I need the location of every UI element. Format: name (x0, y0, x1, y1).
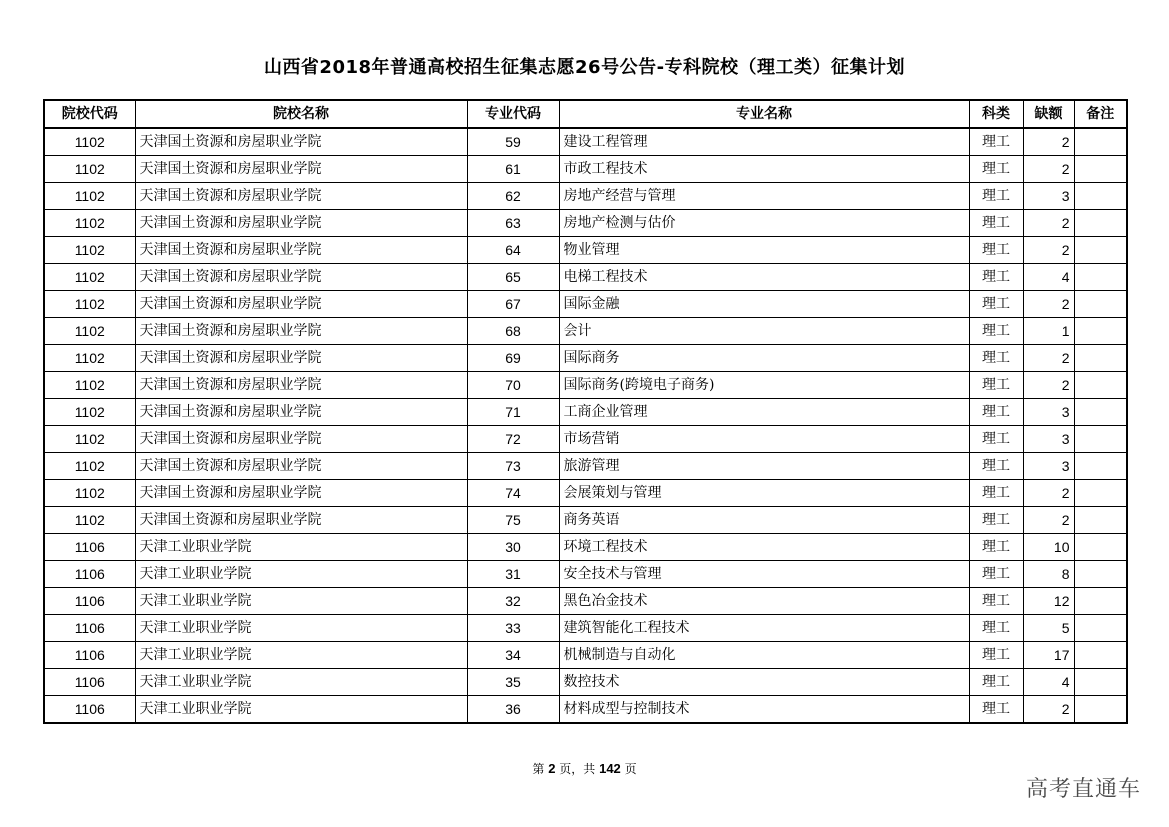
cell-note (1074, 642, 1127, 669)
cell-note (1074, 426, 1127, 453)
cell-note (1074, 480, 1127, 507)
cell-school-code: 1102 (44, 318, 135, 345)
cell-school-name: 天津国土资源和房屋职业学院 (135, 237, 467, 264)
cell-school-code: 1102 (44, 399, 135, 426)
cell-school-name: 天津国土资源和房屋职业学院 (135, 183, 467, 210)
cell-major-code: 30 (467, 534, 559, 561)
cell-major-name: 旅游管理 (559, 453, 969, 480)
cell-major-code: 36 (467, 696, 559, 724)
table-row (44, 480, 1127, 507)
cell-category: 理工 (969, 399, 1023, 426)
cell-vacancy: 2 (1023, 507, 1074, 534)
cell-vacancy: 10 (1023, 534, 1074, 561)
cell-major-code: 71 (467, 399, 559, 426)
cell-major-name: 国际金融 (559, 291, 969, 318)
cell-school-code: 1102 (44, 210, 135, 237)
cell-major-name: 物业管理 (559, 237, 969, 264)
cell-category: 理工 (969, 210, 1023, 237)
cell-school-code: 1106 (44, 642, 135, 669)
cell-school-name: 天津国土资源和房屋职业学院 (135, 480, 467, 507)
cell-major-code: 70 (467, 372, 559, 399)
cell-school-name: 天津国土资源和房屋职业学院 (135, 210, 467, 237)
cell-category: 理工 (969, 534, 1023, 561)
cell-major-code: 69 (467, 345, 559, 372)
cell-school-code: 1102 (44, 480, 135, 507)
table-row (44, 507, 1127, 534)
cell-major-name: 国际商务 (559, 345, 969, 372)
cell-school-code: 1102 (44, 156, 135, 183)
cell-major-code: 75 (467, 507, 559, 534)
table-row (44, 534, 1127, 561)
cell-note (1074, 453, 1127, 480)
cell-category: 理工 (969, 372, 1023, 399)
cell-school-name: 天津国土资源和房屋职业学院 (135, 156, 467, 183)
cell-category: 理工 (969, 615, 1023, 642)
cell-major-code: 63 (467, 210, 559, 237)
table-row (44, 183, 1127, 210)
cell-major-name: 建筑智能化工程技术 (559, 615, 969, 642)
cell-school-code: 1106 (44, 669, 135, 696)
cell-category: 理工 (969, 588, 1023, 615)
cell-major-name: 房地产经营与管理 (559, 183, 969, 210)
cell-school-code: 1102 (44, 237, 135, 264)
header-major-name: 专业名称 (559, 100, 969, 128)
cell-note (1074, 156, 1127, 183)
header-school-code: 院校代码 (44, 100, 135, 128)
cell-note (1074, 318, 1127, 345)
cell-note (1074, 561, 1127, 588)
cell-school-name: 天津国土资源和房屋职业学院 (135, 291, 467, 318)
table-row (44, 588, 1127, 615)
cell-note (1074, 183, 1127, 210)
cell-school-name: 天津工业职业学院 (135, 642, 467, 669)
cell-note (1074, 128, 1127, 156)
cell-major-code: 61 (467, 156, 559, 183)
table-row (44, 156, 1127, 183)
table-row (44, 669, 1127, 696)
cell-vacancy: 2 (1023, 480, 1074, 507)
cell-school-code: 1106 (44, 696, 135, 724)
cell-vacancy: 3 (1023, 426, 1074, 453)
cell-school-name: 天津国土资源和房屋职业学院 (135, 128, 467, 156)
cell-school-code: 1102 (44, 426, 135, 453)
footer-prefix: 第 (532, 762, 545, 776)
cell-note (1074, 507, 1127, 534)
table-row (44, 615, 1127, 642)
cell-school-name: 天津国土资源和房屋职业学院 (135, 372, 467, 399)
watermark: 高考直通车 (1025, 777, 1141, 802)
cell-note (1074, 669, 1127, 696)
table-row (44, 128, 1127, 156)
cell-major-code: 67 (467, 291, 559, 318)
cell-major-name: 环境工程技术 (559, 534, 969, 561)
cell-school-name: 天津国土资源和房屋职业学院 (135, 507, 467, 534)
cell-major-code: 34 (467, 642, 559, 669)
table-row (44, 696, 1127, 724)
cell-category: 理工 (969, 561, 1023, 588)
table-row (44, 399, 1127, 426)
cell-major-code: 65 (467, 264, 559, 291)
cell-vacancy: 12 (1023, 588, 1074, 615)
cell-major-code: 62 (467, 183, 559, 210)
cell-vacancy: 1 (1023, 318, 1074, 345)
table-row (44, 210, 1127, 237)
table-row (44, 426, 1127, 453)
table-body (44, 128, 1127, 723)
cell-school-code: 1106 (44, 534, 135, 561)
cell-school-code: 1102 (44, 128, 135, 156)
header-school-name: 院校名称 (135, 100, 467, 128)
cell-note (1074, 237, 1127, 264)
table-row (44, 318, 1127, 345)
footer-suffix: 页 (624, 762, 637, 776)
cell-category: 理工 (969, 237, 1023, 264)
cell-major-name: 会计 (559, 318, 969, 345)
cell-major-code: 35 (467, 669, 559, 696)
table-row (44, 237, 1127, 264)
cell-category: 理工 (969, 183, 1023, 210)
header-vacancy: 缺额 (1023, 100, 1074, 128)
cell-major-name: 会展策划与管理 (559, 480, 969, 507)
cell-category: 理工 (969, 345, 1023, 372)
cell-category: 理工 (969, 128, 1023, 156)
cell-major-name: 房地产检测与估价 (559, 210, 969, 237)
cell-note (1074, 210, 1127, 237)
document-title: 山西省2018年普通高校招生征集志愿26号公告-专科院校（理工类）征集计划 (263, 57, 906, 78)
cell-category: 理工 (969, 453, 1023, 480)
page-footer (0, 760, 1169, 777)
cell-category: 理工 (969, 642, 1023, 669)
cell-school-code: 1102 (44, 291, 135, 318)
cell-major-name: 市场营销 (559, 426, 969, 453)
cell-major-name: 材料成型与控制技术 (559, 696, 969, 724)
cell-major-code: 32 (467, 588, 559, 615)
footer-total-pages: 142 (599, 761, 621, 776)
cell-school-name: 天津工业职业学院 (135, 561, 467, 588)
cell-school-name: 天津国土资源和房屋职业学院 (135, 426, 467, 453)
cell-category: 理工 (969, 507, 1023, 534)
enrollment-plan-table (43, 99, 1128, 724)
cell-vacancy: 2 (1023, 128, 1074, 156)
cell-major-name: 商务英语 (559, 507, 969, 534)
cell-note (1074, 291, 1127, 318)
cell-major-code: 64 (467, 237, 559, 264)
footer-page-number: 2 (548, 761, 556, 776)
cell-major-name: 机械制造与自动化 (559, 642, 969, 669)
cell-note (1074, 264, 1127, 291)
table-row (44, 642, 1127, 669)
table-row (44, 372, 1127, 399)
cell-category: 理工 (969, 156, 1023, 183)
cell-vacancy: 3 (1023, 453, 1074, 480)
table-row (44, 345, 1127, 372)
cell-major-code: 68 (467, 318, 559, 345)
cell-major-code: 31 (467, 561, 559, 588)
cell-note (1074, 399, 1127, 426)
footer-middle: 页，共 (559, 762, 596, 776)
cell-vacancy: 2 (1023, 237, 1074, 264)
cell-category: 理工 (969, 318, 1023, 345)
cell-major-name: 建设工程管理 (559, 128, 969, 156)
cell-note (1074, 345, 1127, 372)
cell-major-code: 33 (467, 615, 559, 642)
cell-note (1074, 696, 1127, 724)
cell-major-name: 工商企业管理 (559, 399, 969, 426)
cell-category: 理工 (969, 291, 1023, 318)
cell-major-name: 黑色冶金技术 (559, 588, 969, 615)
cell-category: 理工 (969, 696, 1023, 724)
header-major-code: 专业代码 (467, 100, 559, 128)
cell-school-code: 1102 (44, 183, 135, 210)
table-row (44, 453, 1127, 480)
cell-major-name: 电梯工程技术 (559, 264, 969, 291)
table-row (44, 291, 1127, 318)
cell-category: 理工 (969, 669, 1023, 696)
cell-school-code: 1102 (44, 345, 135, 372)
header-note: 备注 (1074, 100, 1127, 128)
cell-note (1074, 534, 1127, 561)
cell-vacancy: 2 (1023, 210, 1074, 237)
cell-vacancy: 3 (1023, 183, 1074, 210)
cell-category: 理工 (969, 480, 1023, 507)
cell-vacancy: 5 (1023, 615, 1074, 642)
cell-category: 理工 (969, 426, 1023, 453)
table-row (44, 561, 1127, 588)
cell-school-name: 天津工业职业学院 (135, 588, 467, 615)
cell-vacancy: 2 (1023, 156, 1074, 183)
cell-vacancy: 8 (1023, 561, 1074, 588)
cell-note (1074, 588, 1127, 615)
cell-school-name: 天津工业职业学院 (135, 534, 467, 561)
cell-school-name: 天津国土资源和房屋职业学院 (135, 399, 467, 426)
cell-major-name: 市政工程技术 (559, 156, 969, 183)
cell-school-name: 天津工业职业学院 (135, 669, 467, 696)
cell-category: 理工 (969, 264, 1023, 291)
cell-school-code: 1106 (44, 561, 135, 588)
cell-vacancy: 2 (1023, 372, 1074, 399)
cell-school-code: 1106 (44, 588, 135, 615)
cell-school-code: 1106 (44, 615, 135, 642)
cell-vacancy: 4 (1023, 669, 1074, 696)
cell-major-code: 73 (467, 453, 559, 480)
cell-vacancy: 2 (1023, 291, 1074, 318)
cell-school-name: 天津工业职业学院 (135, 615, 467, 642)
cell-note (1074, 615, 1127, 642)
cell-vacancy: 3 (1023, 399, 1074, 426)
cell-school-name: 天津工业职业学院 (135, 696, 467, 724)
cell-vacancy: 4 (1023, 264, 1074, 291)
cell-major-code: 72 (467, 426, 559, 453)
cell-vacancy: 2 (1023, 696, 1074, 724)
cell-major-name: 数控技术 (559, 669, 969, 696)
cell-school-name: 天津国土资源和房屋职业学院 (135, 264, 467, 291)
table-row (44, 264, 1127, 291)
cell-major-code: 74 (467, 480, 559, 507)
cell-major-code: 59 (467, 128, 559, 156)
cell-note (1074, 372, 1127, 399)
cell-vacancy: 17 (1023, 642, 1074, 669)
cell-school-name: 天津国土资源和房屋职业学院 (135, 318, 467, 345)
cell-school-code: 1102 (44, 453, 135, 480)
header-category: 科类 (969, 100, 1023, 128)
cell-major-name: 安全技术与管理 (559, 561, 969, 588)
cell-school-code: 1102 (44, 264, 135, 291)
cell-vacancy: 2 (1023, 345, 1074, 372)
cell-school-name: 天津国土资源和房屋职业学院 (135, 345, 467, 372)
cell-major-name: 国际商务(跨境电子商务) (559, 372, 969, 399)
cell-school-code: 1102 (44, 507, 135, 534)
cell-school-name: 天津国土资源和房屋职业学院 (135, 453, 467, 480)
cell-school-code: 1102 (44, 372, 135, 399)
table-header-row (44, 100, 1127, 128)
